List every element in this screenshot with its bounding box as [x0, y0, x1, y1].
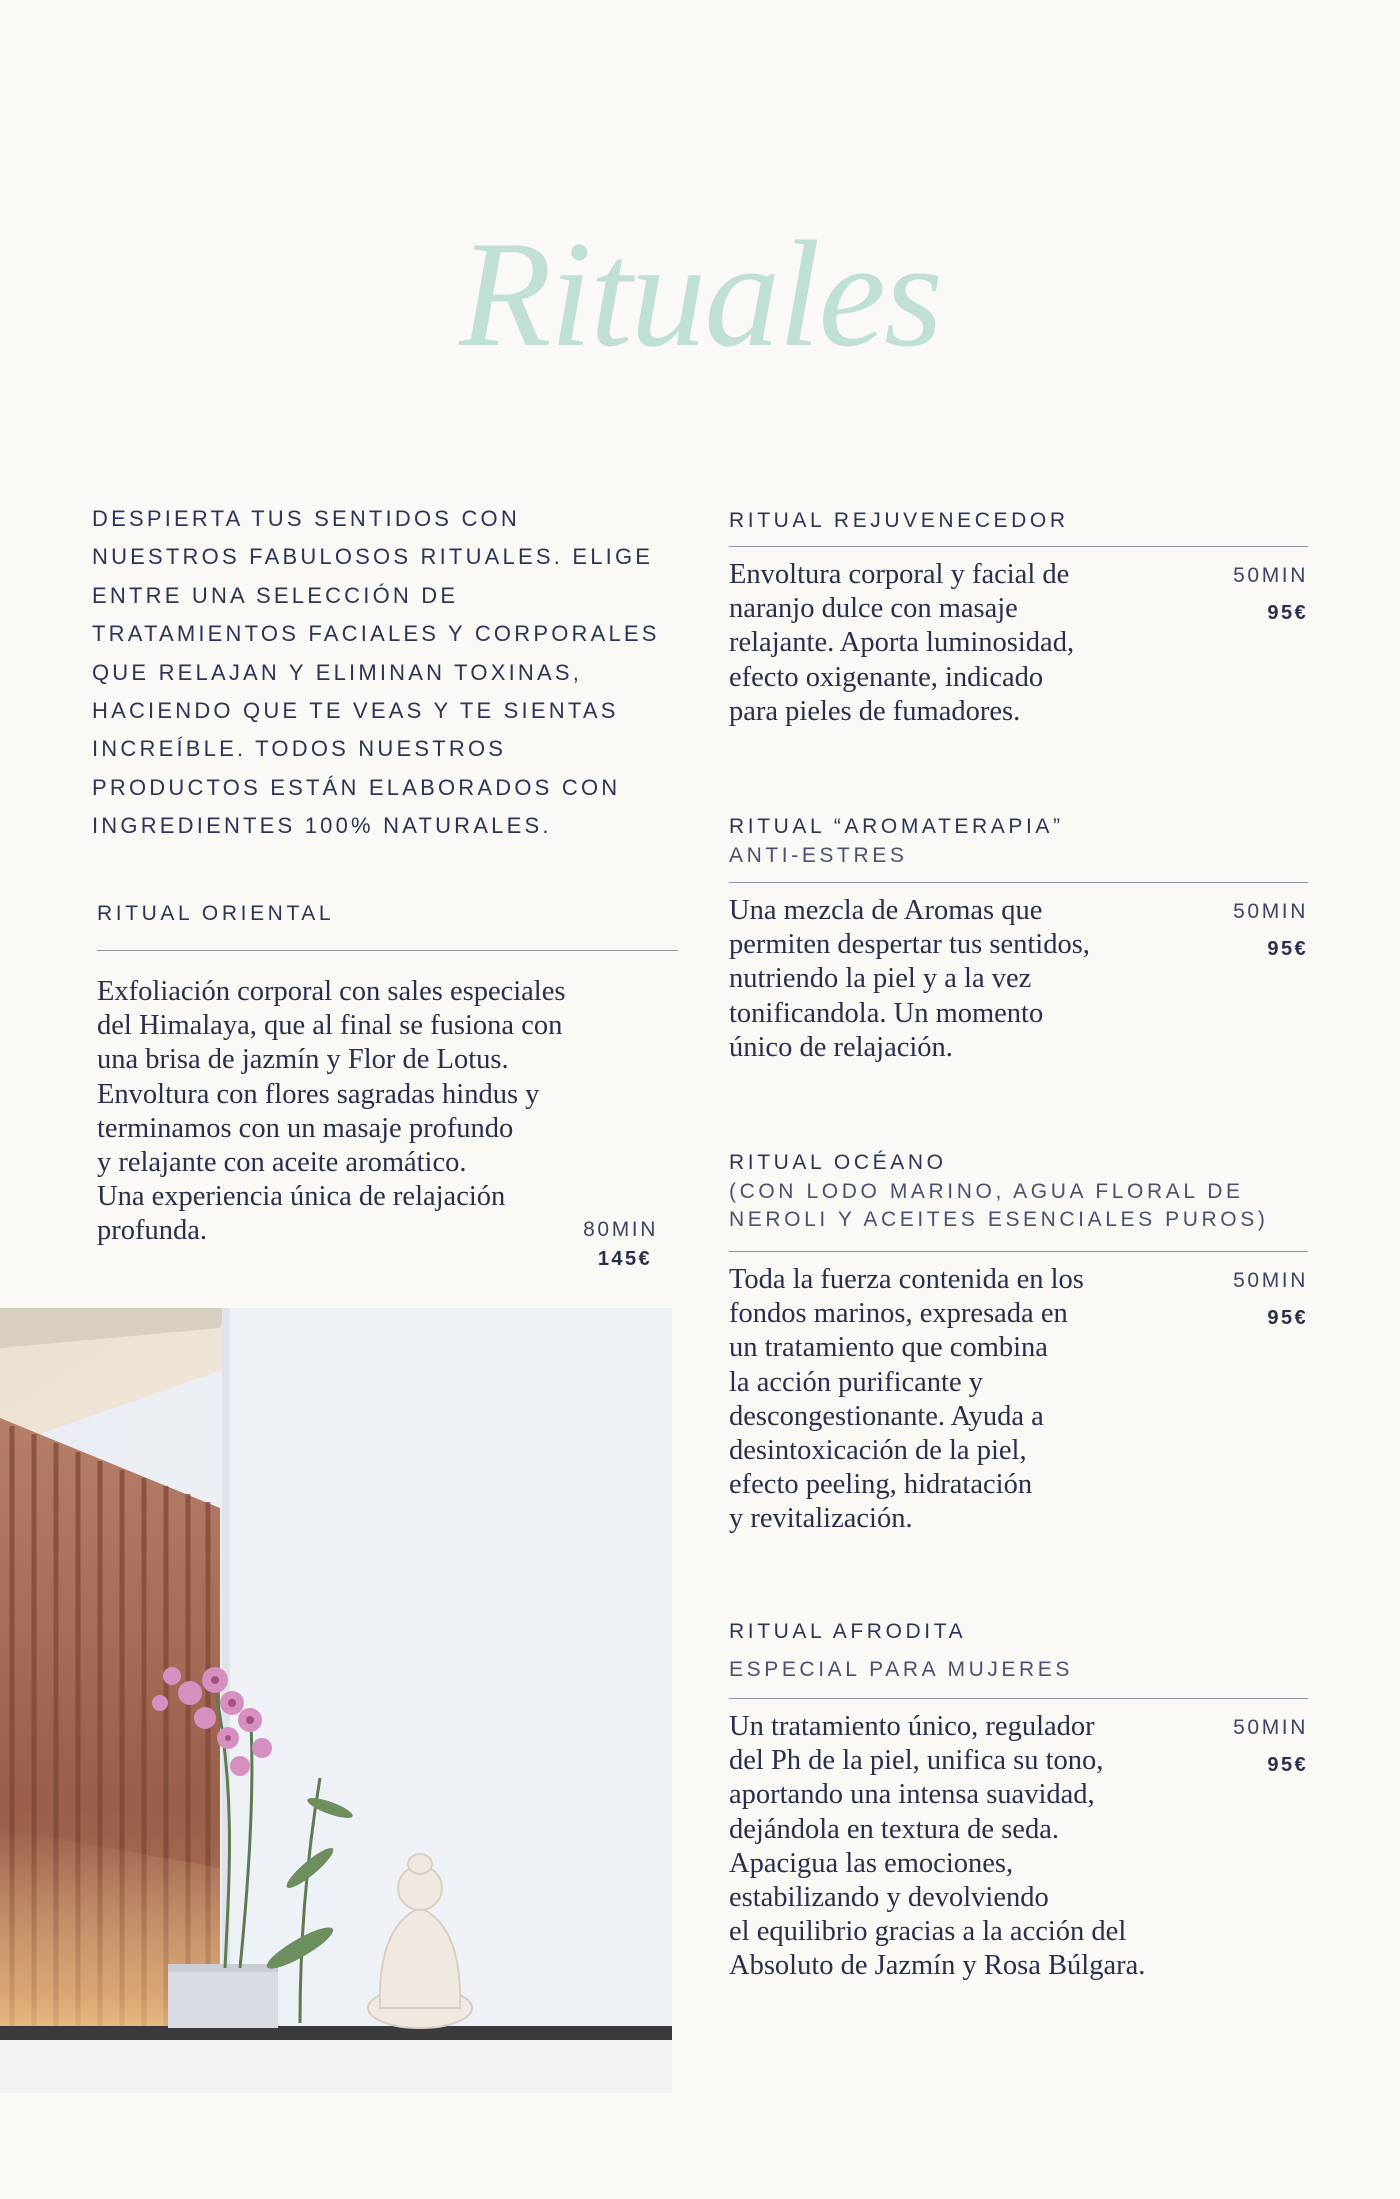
ritual-oriental-price: 145€ — [597, 1248, 652, 1270]
ritual-rejuvenecedor-divider — [729, 546, 1308, 547]
ritual-aromaterapia-divider — [729, 882, 1308, 883]
ritual-oceano-description: Toda la fuerza contenida en los fondos marinos, expresada en un tratamiento que combina la acción purificante y descongestionante. Ayuda a desintoxicación de la piel, efecto peeling, hidratación y revitalización. — [729, 1264, 1084, 1535]
ritual-oriental-duration: 80MIN — [583, 1218, 658, 1241]
ritual-aromaterapia-price: 95€ — [1267, 938, 1308, 960]
ritual-oceano-title: RITUAL OCÉANO — [729, 1151, 947, 1174]
ritual-aromaterapia-title: RITUAL “AROMATERAPIA” — [729, 815, 1064, 838]
ritual-rejuvenecedor-duration: 50MIN — [1233, 564, 1308, 587]
ritual-rejuvenecedor-title: RITUAL REJUVENECEDOR — [729, 509, 1069, 532]
ritual-oceano-duration: 50MIN — [1233, 1269, 1308, 1292]
intro-text: DESPIERTA TUS SENTIDOS CON NUESTROS FABULOSOS RITUALES. ELIGE ENTRE UNA SELECCIÓN DE TRATAMIENTOS FACIALES Y CORPORALES QUE RELAJAN Y ELIMINAN TOXINAS, HACIENDO QUE TE VEAS Y TE SIENTAS INCREÍBLE. TODOS NUESTROS PRODUCTOS ESTÁN ELABORADOS CON INGREDIENTES 100% NATURALES. — [92, 506, 660, 839]
ritual-aromaterapia-description: Una mezcla de Aromas que permiten despertar tus sentidos, nutriendo la piel y a la vez tonificandola. Un momento único de relajación. — [729, 895, 1090, 1063]
ritual-rejuvenecedor-description: Envoltura corporal y facial de naranjo dulce con masaje relajante. Aporta luminosidad, efecto oxigenante, indicado para pieles de fumadores. — [729, 559, 1075, 727]
ritual-afrodita-divider — [729, 1698, 1308, 1699]
ritual-rejuvenecedor-price: 95€ — [1267, 602, 1308, 624]
ritual-oceano-subtitle-line2: NEROLI Y ACEITES ESENCIALES PUROS) — [729, 1208, 1269, 1231]
ritual-oriental-description: Exfoliación corporal con sales especiales del Himalaya, que al final se fusiona con una brisa de jazmín y Flor de Lotus. Envoltura con flores sagradas hindus y terminamos con un masaje profundo y relajante con aceite aromático. Una experiencia única de relajación profunda. — [97, 976, 566, 1247]
ritual-afrodita-price: 95€ — [1267, 1754, 1308, 1776]
ritual-oceano-subtitle-line1: (CON LODO MARINO, AGUA FLORAL DE — [729, 1180, 1244, 1203]
ritual-oriental-divider — [97, 950, 678, 951]
ritual-oriental-title: RITUAL ORIENTAL — [97, 902, 335, 925]
page-title: Rituales — [458, 210, 942, 378]
ritual-afrodita-description: Un tratamiento único, regulador del Ph de la piel, unifica su tono, aportando una intensa suavidad, dejándola en textura de seda. Apacigua las emociones, estabilizando y devolviendo el equilibrio gracias a la acción del Absoluto de Jazmín y Rosa Búlgara. — [729, 1711, 1146, 1982]
ritual-oceano-divider — [729, 1251, 1308, 1252]
ritual-aromaterapia-subtitle: ANTI-ESTRES — [729, 844, 908, 867]
ritual-afrodita-subtitle: ESPECIAL PARA MUJERES — [729, 1658, 1074, 1681]
spa-photo — [0, 1308, 672, 2093]
ritual-aromaterapia-duration: 50MIN — [1233, 900, 1308, 923]
ritual-afrodita-duration: 50MIN — [1233, 1716, 1308, 1739]
ritual-oceano-price: 95€ — [1267, 1307, 1308, 1329]
ritual-afrodita-title: RITUAL AFRODITA — [729, 1620, 967, 1643]
